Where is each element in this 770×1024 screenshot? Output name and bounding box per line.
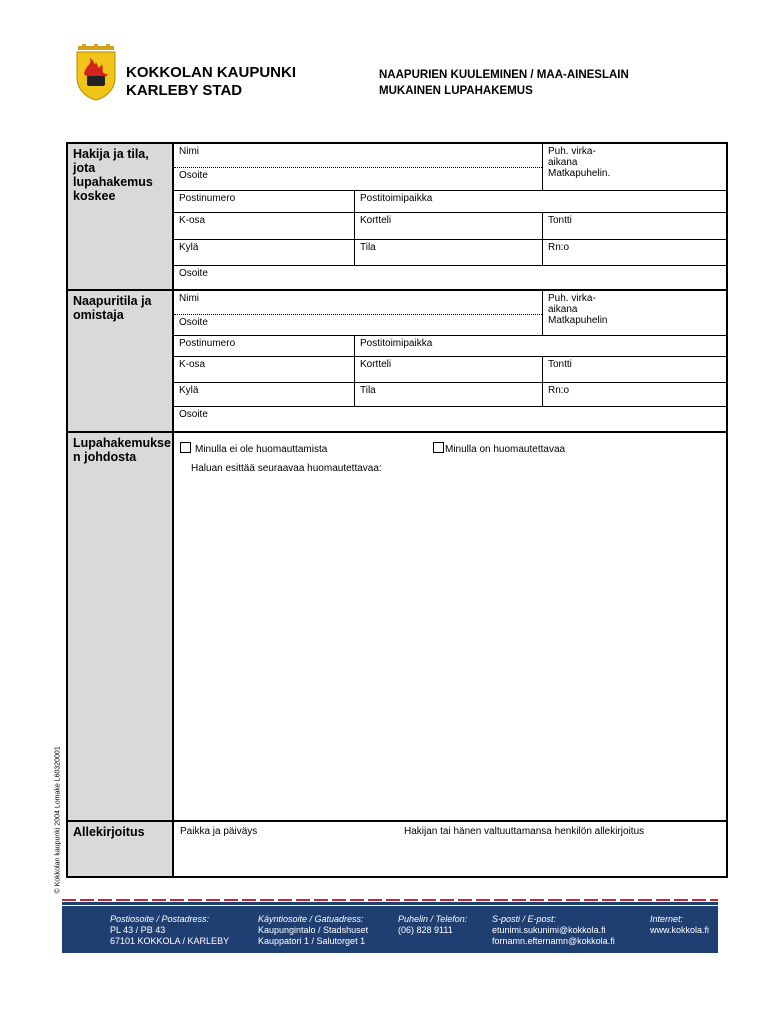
footer-visit-head: Käyntiosoite / Gatuadress:	[258, 914, 364, 924]
applicant-name-row	[174, 144, 726, 191]
option-no-remarks-label: Minulla ei ole huomauttamista	[195, 444, 328, 455]
checkbox-has-remarks[interactable]	[433, 442, 444, 453]
document-title	[379, 67, 629, 99]
neighbour-kyla-field[interactable]: Kylä	[179, 385, 199, 396]
neighbour-phone-field[interactable]	[542, 291, 726, 335]
neighbour-address-label: Osoite	[179, 317, 208, 328]
applicant-kortteli-field[interactable]: Kortteli	[354, 213, 542, 239]
application-form	[66, 142, 728, 878]
footer-postal-head: Postiosoite / Postadress:	[110, 914, 210, 924]
option-has-remarks-label: Minulla on huomautettavaa	[445, 444, 566, 455]
applicant-site-address-row	[174, 266, 726, 291]
place-date-label: Paikka ja päiväys	[180, 826, 258, 837]
city-name-sv: KARLEBY STAD	[126, 82, 243, 99]
document-title-line2: MUKAINEN LUPAHAKEMUS	[379, 85, 533, 97]
footer-stripe-top	[62, 899, 718, 901]
statement-area	[174, 433, 726, 822]
form-id-note: © Kokkolan kaupunki 2004 Lomake L60320001	[54, 746, 62, 894]
neighbour-kortteli-field[interactable]: Kortteli	[354, 357, 542, 382]
applicant-block-row	[174, 213, 726, 240]
signature-field[interactable]	[404, 838, 722, 874]
signer-label: Hakijan tai hänen valtuuttamansa henkilön allekirjoitus	[404, 826, 645, 837]
footer-phone-line1: (06) 828 9111	[398, 925, 453, 935]
statement-section-label	[68, 433, 174, 822]
coat-of-arms-icon	[74, 44, 118, 102]
city-name	[126, 64, 296, 100]
footer-email-head: S-posti / E-post:	[492, 914, 557, 924]
city-name-fi: KOKKOLAN KAUPUNKI	[126, 64, 296, 81]
applicant-phone-field[interactable]	[542, 144, 726, 190]
footer-visit-line2: Kauppatori 1 / Salutorget 1	[258, 936, 366, 946]
neighbour-tila-field[interactable]: Tila	[354, 383, 542, 406]
footer-phone	[398, 914, 467, 936]
neighbour-phone-label: Puh. virka-aikana	[548, 293, 596, 315]
signature-section-label	[68, 822, 174, 876]
place-date-field[interactable]	[174, 838, 394, 874]
neighbour-postal-row	[174, 336, 726, 357]
applicant-phone-label: Puh. virka-aikana	[548, 146, 596, 168]
neighbour-name-row	[174, 291, 726, 336]
neighbour-postcode-field[interactable]: Postinumero	[179, 338, 236, 349]
footer-postal-line1: PL 43 / PB 43	[110, 925, 166, 935]
remarks-prompt: Haluan esittää seuraavaa huomautettavaa:	[191, 463, 382, 474]
checkbox-no-remarks[interactable]	[180, 442, 191, 453]
neighbour-mobile-label: Matkapuhelin	[548, 315, 608, 326]
footer-postal	[110, 914, 229, 947]
neighbour-section-label	[68, 291, 174, 433]
footer-web-link[interactable]: www.kokkola.fi	[650, 925, 710, 935]
footer-visit	[258, 914, 368, 947]
applicant-site-address-field[interactable]: Osoite	[179, 268, 208, 279]
applicant-postal-row	[174, 191, 726, 213]
neighbour-block-row	[174, 357, 726, 383]
neighbour-postoffice-field[interactable]: Postitoimipaikka	[354, 336, 726, 356]
neighbour-kosa-field[interactable]: K-osa	[179, 359, 206, 370]
signature-row	[174, 822, 726, 876]
applicant-village-row	[174, 240, 726, 266]
applicant-postoffice-field[interactable]: Postitoimipaikka	[354, 191, 726, 212]
applicant-mobile-label: Matkapuhelin.	[548, 168, 611, 179]
applicant-kosa-field[interactable]: K-osa	[179, 215, 206, 226]
neighbour-site-address-row	[174, 407, 726, 433]
footer-web	[650, 914, 709, 936]
applicant-postcode-field[interactable]: Postinumero	[179, 193, 236, 204]
footer-email-line1[interactable]: etunimi.sukunimi@kokkola.fi	[492, 925, 606, 935]
footer-phone-head: Puhelin / Telefon:	[398, 914, 468, 924]
applicant-section-title: Hakija ja tila, jota lupahakemus koskee	[73, 147, 153, 203]
neighbour-rno-field[interactable]: Rn:o	[542, 383, 726, 406]
signature-section-title: Allekirjoitus	[73, 825, 145, 839]
neighbour-site-address-field[interactable]: Osoite	[179, 409, 208, 420]
applicant-rno-field[interactable]: Rn:o	[542, 240, 726, 265]
footer-contact-bar	[62, 902, 718, 953]
neighbour-section-title: Naapuritila ja omistaja	[73, 294, 152, 322]
footer-email	[492, 914, 615, 947]
applicant-tila-field[interactable]: Tila	[354, 240, 542, 265]
neighbour-tontti-field[interactable]: Tontti	[542, 357, 726, 382]
statement-section-title: Lupahakemuksen johdosta	[73, 436, 171, 464]
remarks-textarea[interactable]	[180, 479, 720, 814]
option-has-remarks[interactable]	[433, 442, 565, 455]
footer-visit-line1: Kaupungintalo / Stadshuset	[258, 925, 369, 935]
applicant-tontti-field[interactable]: Tontti	[542, 213, 726, 239]
footer-email-line2[interactable]: fornamn.efternamn@kokkola.fi	[492, 936, 615, 946]
document-title-line1: NAAPURIEN KUULEMINEN / MAA-AINESLAIN	[379, 69, 629, 81]
neighbour-name-label: Nimi	[179, 293, 199, 304]
neighbour-village-row	[174, 383, 726, 407]
footer-web-head: Internet:	[650, 914, 684, 924]
applicant-name-label: Nimi	[179, 146, 199, 157]
option-no-remarks[interactable]	[180, 442, 327, 455]
applicant-kyla-field[interactable]: Kylä	[179, 242, 199, 253]
applicant-section-label	[68, 144, 174, 291]
applicant-name-field[interactable]	[174, 144, 542, 190]
footer-postal-line2: 67101 KOKKOLA / KARLEBY	[110, 936, 230, 946]
applicant-address-label: Osoite	[179, 170, 208, 181]
neighbour-name-field[interactable]	[174, 291, 542, 335]
